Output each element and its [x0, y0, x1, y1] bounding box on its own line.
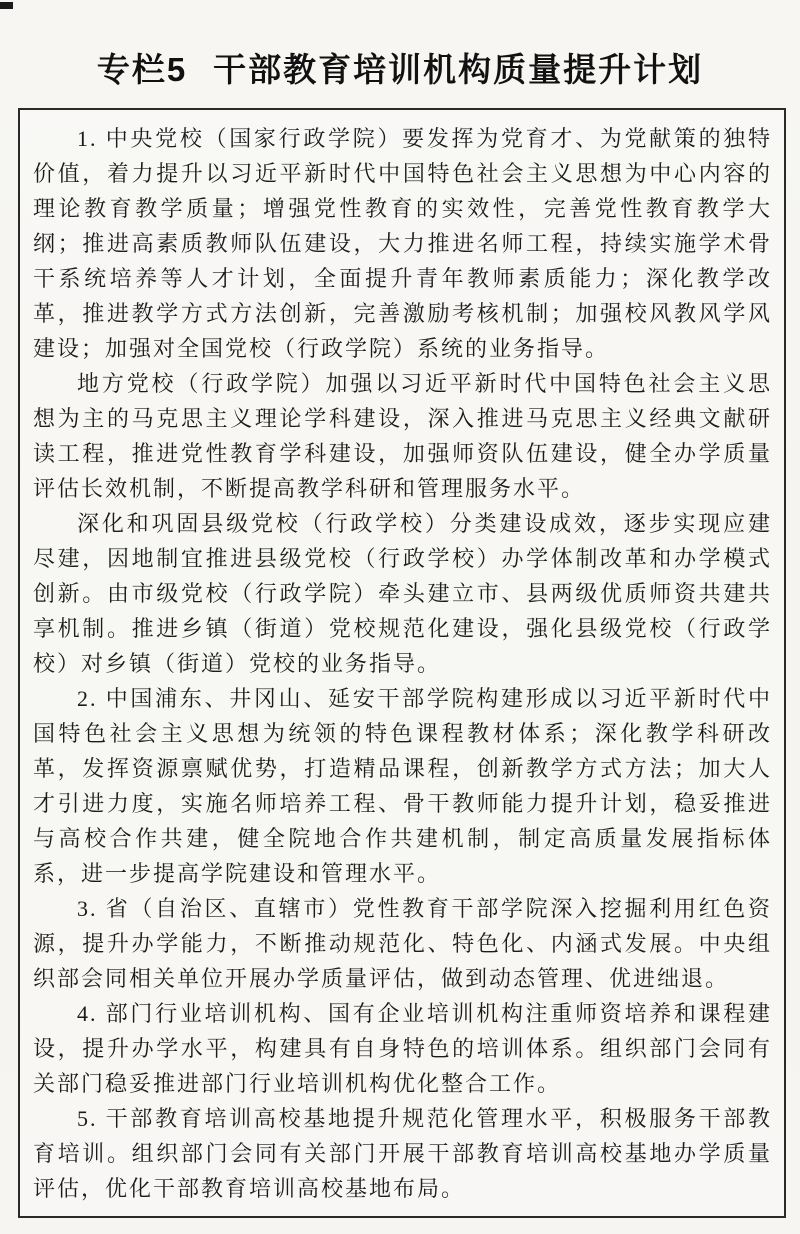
paragraph: 地方党校（行政学院）加强以习近平新时代中国特色社会主义思想为主的马克思主义理论学科建设，深入推进马克思主义经典文献研读工程，推进党性教育学科建设，加强师资队伍建设，健全办学质量评估长效机制，不断提高教学科研和管理服务水平。	[33, 371, 772, 501]
scan-artifact	[0, 2, 13, 9]
paragraph: 2. 中国浦东、井冈山、延安干部学院构建形成以习近平新时代中国特色社会主义思想为统领的特色课程教材体系；深化教学科研改革，发挥资源禀赋优势，打造精品课程，创新教学方式方法；加大人才引进力度，实施名师培养工程、骨干教师能力提升计划，稳妥推进与高校合作共建，健全院地合作共建机制，制定高质量发展指标体系，进一步提高学院建设和管理水平。	[33, 686, 772, 886]
paragraph: 4. 部门行业培训机构、国有企业培训机构注重师资培养和课程建设，提升办学水平，构建具有自身特色的培训体系。组织部门会同有关部门稳妥推进部门行业培训机构优化整合工作。	[33, 1001, 772, 1096]
paragraph: 1. 中央党校（国家行政学院）要发挥为党育才、为党献策的独特价值，着力提升以习近平新时代中国特色社会主义思想为中心内容的理论教育教学质量；增强党性教育的实效性，完善党性教育教学大纲；推进高素质教师队伍建设，大力推进名师工程，持续实施学术骨干系统培养等人才计划，全面提升青年教师素质能力；深化教学改革，推进教学方式方法创新，完善激励考核机制；加强校风教风学风建设；加强对全国党校（行政学院）系统的业务指导。	[33, 126, 772, 361]
paragraph: 深化和巩固县级党校（行政学校）分类建设成效，逐步实现应建尽建，因地制宜推进县级党校（行政学校）办学体制改革和办学模式创新。由市级党校（行政学院）牵头建立市、县两级优质师资共建共享机制。推进乡镇（街道）党校规范化建设，强化县级党校（行政学校）对乡镇（街道）党校的业务指导。	[33, 511, 772, 676]
paragraph: 5. 干部教育培训高校基地提升规范化管理水平，积极服务干部教育培训。组织部门会同有关部门开展干部教育培训高校基地办学质量评估，优化干部教育培训高校基地布局。	[33, 1106, 772, 1201]
page-title	[0, 44, 800, 91]
paragraph: 3. 省（自治区、直辖市）党性教育干部学院深入挖掘利用红色资源，提升办学能力，不断推动规范化、特色化、内涵式发展。中央组织部会同相关单位开展办学质量评估，做到动态管理、优进绌退。	[33, 896, 772, 991]
title-text: 干部教育培训机构质量提升计划	[213, 51, 704, 89]
content-box	[18, 108, 786, 1218]
title-column-number: 专栏5	[96, 51, 188, 89]
